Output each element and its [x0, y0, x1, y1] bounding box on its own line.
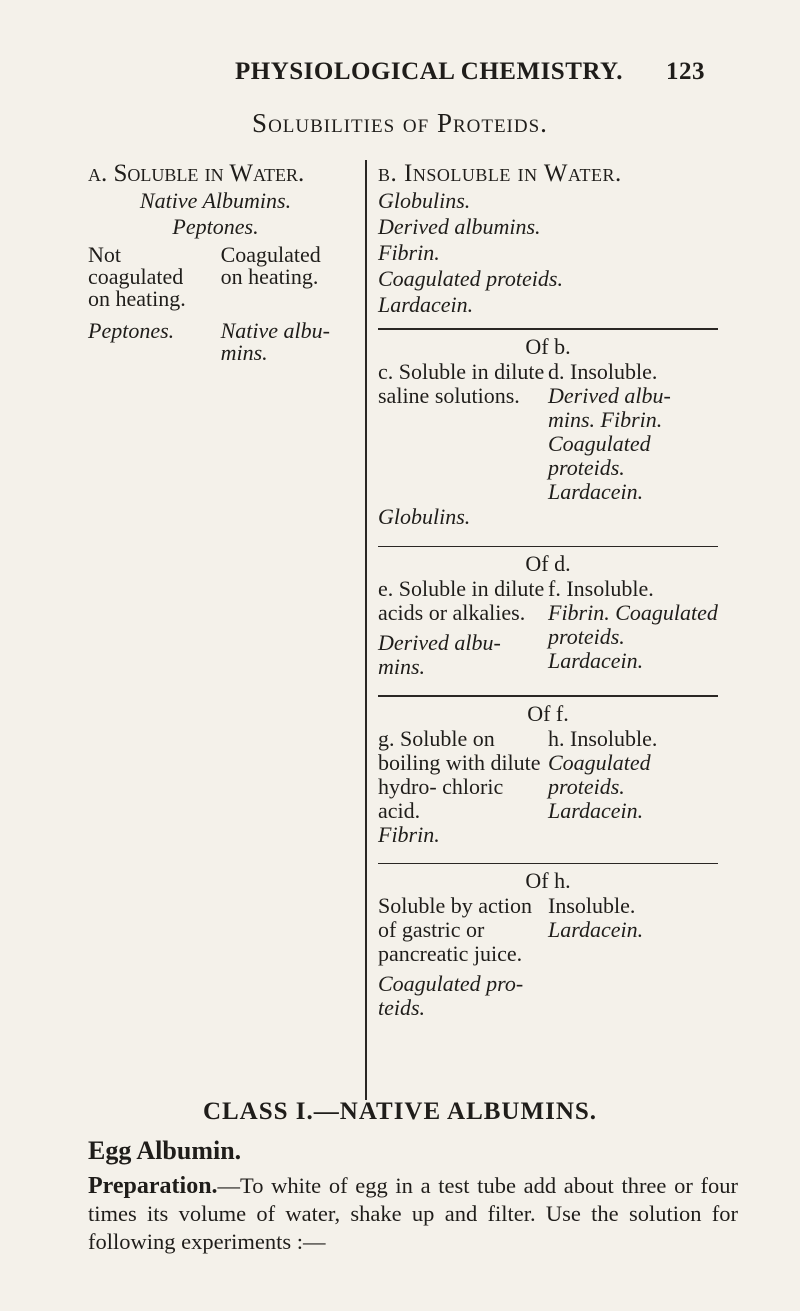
b-item: Coagulated proteids. — [378, 266, 563, 291]
ij-heads — [378, 894, 718, 1020]
ef-heads — [378, 577, 718, 679]
d-head: d. Insoluble. — [548, 358, 658, 384]
b-item: Globulins. — [378, 188, 471, 213]
c-item: Globulins. — [378, 503, 471, 529]
divider-rule — [378, 863, 718, 865]
a-items — [88, 320, 343, 364]
a-right-item: Native albu- mins. — [220, 318, 330, 365]
j-head: Insoluble. — [548, 893, 636, 918]
f-items: Fibrin. Coagulated proteids. Lardacein. — [548, 600, 718, 673]
cd-heads — [378, 360, 718, 504]
h-block — [548, 727, 718, 847]
header-title: PHYSIOLOGICAL CHEMISTRY. — [235, 58, 624, 85]
of-d: Of d. — [525, 551, 571, 576]
g-head: g. Soluble on boiling with dilute hydro- chloric acid. — [378, 725, 541, 823]
i-head: Soluble by action of gastric or pancreatic juice. — [378, 893, 532, 966]
a-line1: Native Albumins. — [139, 188, 292, 213]
b-item: Lardacein. — [378, 292, 474, 317]
e-item: Derived albu- mins. — [378, 630, 501, 679]
egg-heading: Egg Albumin. — [88, 1136, 242, 1165]
prep-label: Preparation. — [88, 1173, 218, 1199]
f-head: f. Insoluble. — [548, 576, 654, 601]
j-block — [548, 894, 718, 1020]
divider-rule — [378, 695, 718, 697]
a-left-head: Not coagulated on heating. — [88, 242, 186, 311]
divider-rule — [378, 328, 718, 330]
page-number: 123 — [666, 58, 705, 85]
divider-rule — [378, 546, 718, 548]
i-item: Coagulated pro- teids. — [378, 971, 524, 1020]
d-items: Derived albu- mins. Fibrin. Coagulated proteids. Lardacein. — [548, 382, 671, 504]
j-item: Lardacein. — [548, 917, 644, 942]
column-soluble — [88, 160, 343, 364]
b-item: Derived albumins. — [378, 214, 541, 239]
heading-a: a. Soluble in Water. — [88, 160, 305, 187]
class-heading: CLASS I.—NATIVE ALBUMINS. — [202, 1098, 598, 1125]
a-line2: Peptones. — [172, 214, 259, 239]
f-block — [548, 577, 718, 679]
preparation-paragraph — [88, 1172, 738, 1256]
a-left-item: Peptones. — [88, 318, 175, 343]
c-head: c. Soluble in dilute saline solutions. — [378, 358, 545, 408]
b-item: Fibrin. — [378, 240, 440, 265]
h-head: h. Insoluble. — [548, 725, 658, 751]
g-block — [378, 727, 548, 847]
i-block — [378, 894, 548, 1020]
gh-heads — [378, 727, 718, 847]
heading-b: b. Insoluble in Water. — [378, 160, 622, 187]
of-h: Of h. — [525, 868, 571, 893]
column-insoluble — [378, 160, 718, 1020]
column-divider — [365, 160, 367, 1100]
running-header — [235, 58, 705, 86]
h-items: Coagulated proteids. Lardacein. — [548, 749, 651, 823]
e-block — [378, 577, 548, 679]
prep-text: —To white of egg in a test tube add about three or four times its volume of water, shake up and filter. Use the solution for following experiments :— — [88, 1173, 738, 1254]
g-item: Fibrin. — [378, 821, 440, 847]
a-right-head: Coagulated on heating. — [220, 242, 321, 289]
a-subheads — [88, 244, 343, 310]
section-title: Solubilities of Proteids. — [252, 108, 548, 138]
e-head: e. Soluble in dilute acids or alkalies. — [378, 576, 545, 625]
of-b: Of b. — [525, 333, 571, 359]
of-f: Of f. — [527, 700, 569, 726]
d-block — [548, 360, 718, 504]
